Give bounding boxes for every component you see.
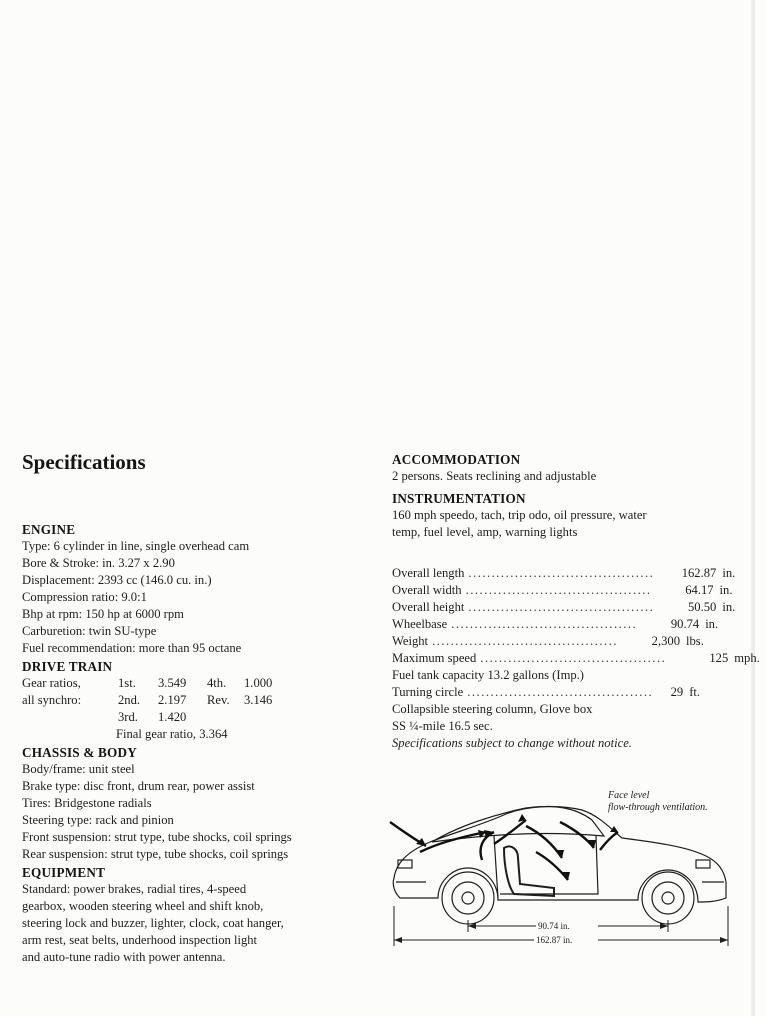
gear-ratio-label: Gear ratios, [22,676,81,690]
dimension-label: Turning circle [392,685,464,699]
dimensions-section [392,565,760,752]
dimension-row [392,633,704,650]
airflow-arrow [526,826,562,858]
dimension-label: Overall width [392,583,462,597]
dimension-value: 90.74 [670,617,700,631]
taillight [696,860,710,868]
engine-line: Fuel recommendation: more than 95 octane [22,641,242,655]
page-title: Specifications [22,450,146,474]
gear-name: Rev. [207,693,230,707]
gear-value: 1.000 [244,676,273,690]
airflow-arrow [494,820,526,844]
front-wheel [442,872,494,924]
equipment-line: steering lock and buzzer, lighter, clock, coat hanger, [22,916,284,930]
drive-train-section [22,658,352,743]
leader-dots: ........................................ [465,583,652,597]
chassis-line: Rear suspension: strut type, tube shocks, coil springs [22,847,289,861]
airflow-arrow [536,852,568,880]
page-edge [751,0,755,1016]
quarter-mile-line: SS ¼-mile 16.5 sec. [392,719,493,733]
dimension-row [392,565,736,582]
accommodation-text: 2 persons. Seats reclining and adjustable [392,469,597,483]
chassis-section [22,744,352,863]
leader-dots: ........................................ [468,600,655,614]
engine-line: Type: 6 cylinder in line, single overhead cam [22,539,250,553]
dimension-unit: in. [705,617,719,631]
instrumentation-section [392,490,702,541]
dimension-row [392,650,760,667]
gear-value: 1.420 [158,710,187,724]
gear-name: 4th. [207,676,227,690]
chassis-line: Steering type: rack and pinion [22,813,174,827]
final-gear-ratio: Final gear ratio, 3.364 [116,727,228,741]
chassis-line: Tires: Bridgestone radials [22,796,152,810]
gear-ratio-label: all synchro: [22,693,82,707]
engine-line: Displacement: 2393 cc (146.0 cu. in.) [22,573,212,587]
gear-value: 3.146 [244,693,273,707]
engine-line: Bore & Stroke: in. 3.27 x 2.90 [22,556,175,570]
leader-dots: ........................................ [468,566,655,580]
dimension-label: Overall height [392,600,465,614]
turning-circle-row [392,684,701,701]
seat [504,846,554,896]
equipment-heading: EQUIPMENT [22,865,106,880]
leader-dots: ........................................ [432,634,618,648]
engine-heading: ENGINE [22,522,76,537]
dimension-value: 50.50 [687,600,717,614]
equipment-line: gearbox, wooden steering wheel and shift knob, [22,899,264,913]
dimension-value: 2,300 [651,634,680,648]
instrumentation-heading: INSTRUMENTATION [392,491,526,506]
notice-text: Specifications subject to change without notice. [392,736,632,750]
dimension-value: 162.87 [681,566,717,580]
accommodation-section [392,451,737,485]
leader-dots: ........................................ [467,685,654,699]
engine-line: Bhp at rpm: 150 hp at 6000 rpm [22,607,184,621]
instrumentation-line: temp, fuel level, amp, warning lights [392,525,578,539]
gear-name: 2nd. [118,693,141,707]
chassis-heading: CHASSIS & BODY [22,745,137,760]
equipment-section [22,864,352,966]
collapsible-line: Collapsible steering column, Glove box [392,702,593,716]
dimension-unit: in. [722,600,736,614]
dimension-label: Wheelbase [392,617,448,631]
dimension-unit: in. [722,566,736,580]
engine-section [22,521,352,657]
equipment-line: and auto-tune radio with power antenna. [22,950,226,964]
door-outline [494,836,598,898]
dimension-value: 29 [670,685,684,699]
chassis-line: Body/frame: unit steel [22,762,135,776]
engine-line: Compression ratio: 9.0:1 [22,590,147,604]
gear-value: 2.197 [158,693,187,707]
leader-dots: ........................................ [480,651,667,665]
window-outline [432,807,604,843]
dimension-unit: lbs. [686,634,704,648]
dimension-label: Maximum speed [392,651,477,665]
chassis-line: Brake type: disc front, drum rear, power assist [22,779,255,793]
caption-line: flow-through ventilation. [608,802,708,813]
dimension-row [392,616,719,633]
fuel-tank-line: Fuel tank capacity 13.2 gallons (Imp.) [392,668,585,682]
gear-ratio-table [22,675,352,743]
gear-name: 3rd. [118,710,138,724]
dimension-unit: in. [719,583,733,597]
instrumentation-line: 160 mph speedo, tach, trip odo, oil pressure, water [392,508,647,522]
wheelbase-label: 90.74 in. [538,921,570,931]
chassis-line: Front suspension: strut type, tube shocks, coil springs [22,830,292,844]
dimension-unit: ft. [689,685,701,699]
leader-dots: ........................................ [451,617,638,631]
caption-line: Face level [608,790,650,801]
equipment-line: arm rest, seat belts, underhood inspection light [22,933,258,947]
dimension-value: 125 [709,651,729,665]
dimension-label: Overall length [392,566,465,580]
engine-line: Carburetion: twin SU-type [22,624,157,638]
length-label: 162.87 in. [536,935,573,945]
rear-wheel [642,872,694,924]
equipment-line: Standard: power brakes, radial tires, 4-speed [22,882,247,896]
gear-value: 3.549 [158,676,187,690]
gear-name: 1st. [118,676,136,690]
drive-train-heading: DRIVE TRAIN [22,659,113,674]
dimension-row [392,582,733,599]
dimension-value: 64.17 [685,583,714,597]
dimension-label: Weight [392,634,429,648]
car-ventilation-diagram [386,786,736,976]
dimension-unit: mph. [734,651,760,665]
accommodation-heading: ACCOMMODATION [392,452,521,467]
dimension-row [392,599,736,616]
